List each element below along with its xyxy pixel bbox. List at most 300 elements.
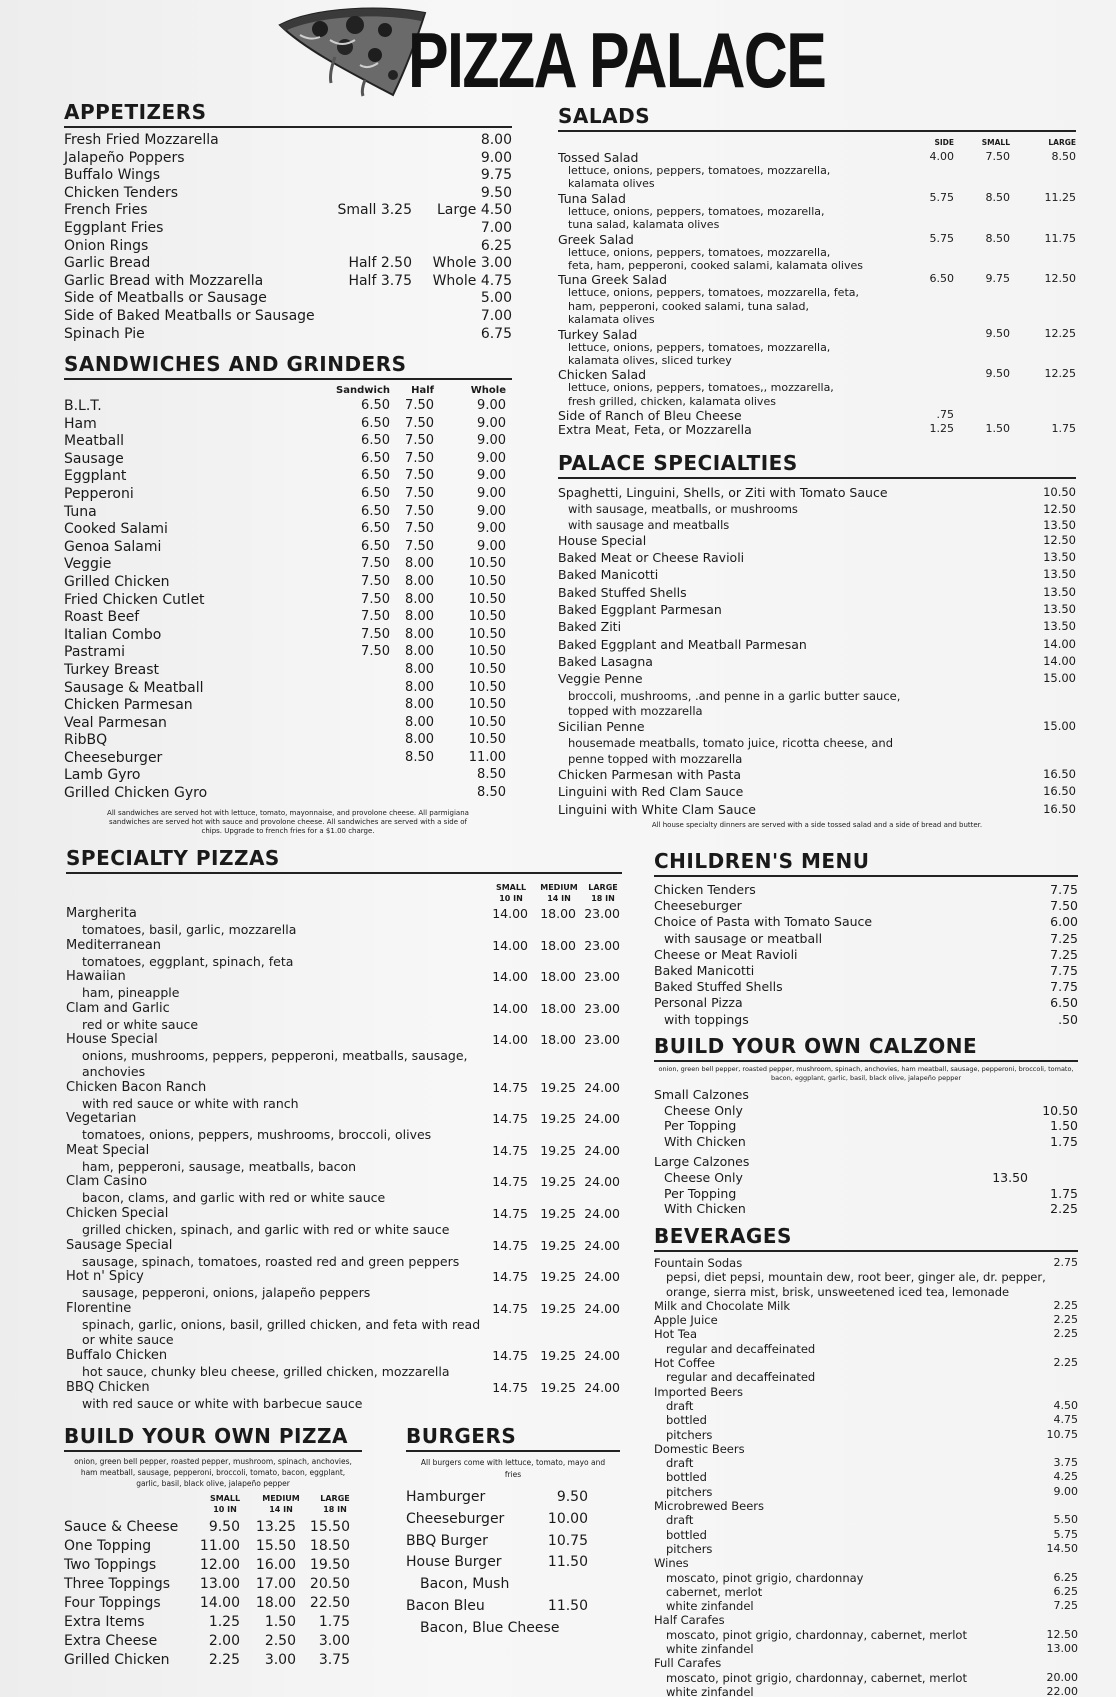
item-name: Cheese or Meat Ravioli <box>654 946 798 962</box>
item-name: Hot n' Spicy <box>66 1269 144 1285</box>
pizza-item <box>66 1380 622 1396</box>
item-price: 18.00 <box>540 1032 576 1048</box>
item-price: 6.25 <box>480 237 512 254</box>
item-price: 19.25 <box>540 1205 576 1221</box>
item-name: Side of Baked Meatballs or Sausage <box>64 307 315 324</box>
item-price: 6.50 <box>361 485 390 501</box>
children-item <box>654 963 1078 979</box>
beverage-item <box>654 1385 1078 1399</box>
burger-item <box>406 1598 620 1620</box>
item-price: 14.75 <box>492 1300 528 1316</box>
pizza-item <box>66 1143 622 1159</box>
build-pizza-item <box>64 1576 362 1595</box>
item-name: Grilled Chicken Gyro <box>64 785 208 802</box>
item-name: Chicken Parmesan with Pasta <box>558 767 742 783</box>
item-name: Veggie <box>64 556 112 573</box>
item-price: 3.75 <box>1053 1456 1078 1470</box>
item-name: Sausage Special <box>66 1237 173 1253</box>
item-price: 8.00 <box>405 556 434 572</box>
sandwich-item <box>64 662 512 680</box>
item-price: 3.75 <box>318 1652 350 1668</box>
item-price: 1.75 <box>318 1614 350 1630</box>
burger-item <box>406 1533 620 1555</box>
item-description: sausage, pepperoni, onions, jalapeño peppers <box>82 1285 371 1301</box>
item-price: 5.75 <box>929 231 954 245</box>
item-description: kalamata olives, sliced turkey <box>568 353 732 367</box>
beverage-item <box>654 1413 1078 1427</box>
item-name: Baked Manicotti <box>558 567 659 583</box>
item-price: 7.50 <box>405 468 434 484</box>
salad-item <box>558 191 1076 205</box>
size-name: SMALL <box>209 1494 241 1503</box>
item-description: grilled chicken, spinach, and garlic with red or white sauce <box>82 1221 450 1237</box>
burger-list <box>406 1489 620 1642</box>
item-name: Microbrewed Beers <box>654 1499 764 1514</box>
menu-item <box>64 273 512 291</box>
item-name: Extra Cheese <box>64 1633 158 1649</box>
item-name: Side of Meatballs or Sausage <box>64 290 267 307</box>
item-name: Extra Items <box>64 1614 145 1630</box>
pizza-item <box>66 1206 622 1222</box>
specialty-item <box>558 704 1076 719</box>
beverage-item <box>654 1599 1078 1613</box>
sandwich-item <box>64 680 512 698</box>
specialty-item <box>558 585 1076 602</box>
item-name: Clam Casino <box>66 1174 148 1190</box>
item-price: 4.00 <box>929 150 954 163</box>
item-price: 2.25 <box>1053 1313 1078 1327</box>
item-name: Linguini with White Clam Sauce <box>558 801 756 817</box>
salad-item <box>558 272 1076 286</box>
item-price: 7.25 <box>1053 1599 1078 1613</box>
item-name: BBQ Burger <box>406 1532 488 1549</box>
item-price: 1.50 <box>264 1614 296 1630</box>
item-name: Per Topping <box>664 1118 737 1134</box>
item-price: 9.00 <box>477 398 506 413</box>
menu-item <box>64 132 512 150</box>
beverages-section <box>654 1224 1078 1697</box>
item-price: 6.50 <box>929 272 954 286</box>
item-price: 5.50 <box>1053 1513 1078 1527</box>
item-description: red or white sauce <box>82 1016 199 1032</box>
beverage-item <box>654 1671 1078 1685</box>
item-price: 16.50 <box>1043 801 1076 816</box>
item-price: 9.00 <box>477 415 506 431</box>
item-description: fresh grilled, chicken, kalamata olives <box>568 394 776 408</box>
item-name: white zinfandel <box>666 1599 754 1614</box>
item-name: Fried Chicken Cutlet <box>64 591 205 608</box>
salad-item <box>558 232 1076 246</box>
item-name: Grilled Chicken <box>64 1652 170 1668</box>
item-price: 14.75 <box>492 1079 528 1095</box>
item-price: 7.50 <box>405 503 434 519</box>
item-name: Pastrami <box>64 644 126 661</box>
item-price: 15.50 <box>255 1538 296 1554</box>
item-price: .75 <box>936 408 954 422</box>
item-price: 7.50 <box>361 591 390 607</box>
calzone-item <box>654 1170 1078 1186</box>
sandwich-item <box>64 609 512 627</box>
item-description: lettuce, onions, peppers, tomatoes, mozzarella, <box>568 245 831 259</box>
item-price: 14.00 <box>492 1032 528 1048</box>
section-title: BURGERS <box>406 1424 620 1452</box>
item-price: 6.50 <box>361 415 390 431</box>
item-price: 16.00 <box>255 1557 296 1573</box>
item-price: 7.25 <box>1050 946 1078 962</box>
item-name: Garlic Bread with Mozzarella <box>64 272 264 289</box>
item-name: Cheeseburger <box>406 1510 505 1527</box>
item-price: 8.00 <box>405 573 434 589</box>
pizza-item <box>66 1174 622 1190</box>
burgers-section <box>406 1424 620 1642</box>
item-price: 12.25 <box>1044 326 1076 340</box>
specialty-item <box>558 752 1076 767</box>
item-price: 24.00 <box>584 1174 620 1190</box>
item-price: 10.75 <box>1046 1427 1078 1441</box>
children-item <box>654 995 1078 1011</box>
item-name: Baked Meat or Cheese Ravioli <box>558 550 745 566</box>
section-title: CHILDREN'S MENU <box>654 849 1078 877</box>
menu-item <box>64 308 512 326</box>
specialty-note: All house specialty dinners are served with a side tossed salad and a side of bread and butter. <box>651 820 983 829</box>
specialty-item <box>558 719 1076 736</box>
beverage-item <box>654 1370 1078 1384</box>
item-price: 17.00 <box>255 1576 296 1592</box>
specialty-item <box>558 485 1076 502</box>
item-price: 1.75 <box>1051 422 1076 436</box>
item-name: Sicilian Penne <box>558 719 645 735</box>
item-price: 8.50 <box>985 190 1010 204</box>
section-title: SALADS <box>558 104 1076 132</box>
item-price: 2.75 <box>1053 1256 1078 1269</box>
item-price: 18.50 <box>309 1538 350 1554</box>
item-name: Hamburger <box>406 1489 486 1505</box>
build-pizza-item <box>64 1595 362 1614</box>
beverage-item <box>654 1613 1078 1627</box>
item-name: regular and decaffeinated <box>666 1370 816 1385</box>
item-price: 20.50 <box>309 1576 350 1592</box>
sandwich-item <box>64 750 512 768</box>
item-price: 2.50 <box>264 1633 296 1649</box>
section-title: APPETIZERS <box>64 100 512 128</box>
burger-item <box>406 1620 620 1642</box>
item-price: 18.00 <box>540 1000 576 1016</box>
beverage-item <box>654 1470 1078 1484</box>
specialty-item <box>558 637 1076 654</box>
item-name: pitchers <box>666 1427 713 1442</box>
item-price: 19.25 <box>540 1111 576 1127</box>
column-headers <box>66 882 622 906</box>
item-name: Meat Special <box>66 1142 150 1158</box>
item-price: 9.50 <box>556 1489 588 1505</box>
item-price: 24.00 <box>584 1237 620 1253</box>
item-price: 8.00 <box>480 132 512 148</box>
item-name: Cheeseburger <box>64 749 163 766</box>
column-header: SMALL <box>981 138 1010 147</box>
item-price: 10.50 <box>468 573 506 589</box>
item-price: 11.50 <box>547 1597 588 1614</box>
item-price: 1.75 <box>1050 1133 1078 1149</box>
item-price: 5.75 <box>929 190 954 204</box>
section-title: BEVERAGES <box>654 1224 1078 1252</box>
item-name: Baked Manicotti <box>654 962 755 978</box>
item-price: 24.00 <box>584 1269 620 1285</box>
item-name: topped with mozzarella <box>568 703 703 718</box>
item-name: Linguini with Red Clam Sauce <box>558 784 744 800</box>
item-price: 4.75 <box>1053 1413 1078 1427</box>
column-header: Sandwich <box>336 385 390 396</box>
menu-item <box>64 185 512 203</box>
item-name: RibBQ <box>64 732 108 749</box>
item-price: 6.25 <box>1053 1570 1078 1584</box>
item-price: 24.00 <box>584 1347 620 1363</box>
column-headers <box>64 1493 362 1519</box>
burger-item <box>406 1511 620 1533</box>
item-description: onions, mushrooms, peppers, pepperoni, meatballs, sausage, <box>82 1048 468 1064</box>
item-price: 7.50 <box>361 573 390 589</box>
children-item <box>654 1012 1078 1028</box>
item-name: Bacon Bleu <box>406 1597 485 1614</box>
beverage-item <box>654 1299 1078 1313</box>
toppings-note: onion, green bell pepper, roasted pepper, mushroom, spinach, anchovies, ham meatball, sausage, pepperoni, broccoli, tomato, bacon, eggplant, garlic, basil, black olive, jalapeño pepper <box>74 1457 352 1488</box>
item-price: 10.50 <box>468 644 506 660</box>
item-name: regular and decaffeinated <box>666 1341 816 1356</box>
pizza-item <box>66 1301 622 1317</box>
item-name: orange, sierra mist, brisk, unsweetened iced tea, lemonade <box>666 1284 1010 1299</box>
beverage-item <box>654 1513 1078 1527</box>
item-name: Half Carafes <box>654 1613 725 1628</box>
item-description: anchovies <box>82 1063 146 1079</box>
item-name: Large Calzones <box>654 1154 750 1170</box>
item-price: 14.75 <box>492 1347 528 1363</box>
palace-specialties-section <box>558 451 1076 829</box>
item-price: 24.00 <box>584 1142 620 1158</box>
item-name: Apple Juice <box>654 1313 718 1328</box>
column-header: SIDE <box>934 138 954 147</box>
item-name: Sauce & Cheese <box>64 1519 179 1535</box>
item-price: 10.50 <box>468 732 506 748</box>
item-name: Lamb Gyro <box>64 767 141 784</box>
item-price: 10.50 <box>468 697 506 713</box>
salad-item <box>558 367 1076 381</box>
item-price: 7.50 <box>1050 898 1078 914</box>
pizza-item <box>66 1080 622 1096</box>
item-price: 9.00 <box>480 149 512 166</box>
salad-item <box>558 408 1076 422</box>
calzone-item <box>654 1154 1078 1170</box>
children-item <box>654 882 1078 898</box>
item-price: 6.50 <box>1050 995 1078 1011</box>
size-inches: 14 IN <box>547 894 571 903</box>
build-pizza-item <box>64 1652 362 1671</box>
item-price: 11.75 <box>1044 231 1076 245</box>
item-price: 7.50 <box>405 538 434 554</box>
build-your-own-calzone-section <box>654 1034 1078 1217</box>
build-pizza-item <box>64 1519 362 1538</box>
item-name: Jalapeño Poppers <box>64 149 185 166</box>
item-name: with sausage or meatball <box>664 930 823 946</box>
item-name: Milk and Chocolate Milk <box>654 1298 791 1313</box>
build-pizza-item <box>64 1557 362 1576</box>
children-item <box>654 914 1078 930</box>
item-name: Tuna <box>64 503 97 520</box>
item-name: moscato, pinot grigio, chardonnay <box>666 1570 864 1585</box>
item-price: 19.25 <box>540 1379 576 1395</box>
item-price: 9.75 <box>480 167 512 184</box>
item-price: 9.50 <box>208 1519 240 1535</box>
item-price: 10.50 <box>468 609 506 625</box>
item-description: lettuce, onions, peppers, tomatoes, mozzarella, feta, <box>568 286 859 300</box>
item-name: Turkey Salad <box>558 326 638 342</box>
specialty-item <box>558 784 1076 801</box>
item-name: Imported Beers <box>654 1384 743 1399</box>
item-name: Spinach Pie <box>64 325 145 342</box>
toppings-note: onion, green bell pepper, roasted pepper, mushroom, spinach, anchovies, ham meatball, sausage, pepperoni, broccoli, tomato, bacon, eggplant, garlic, basil, black olive, jalapeño pepper <box>658 1065 1074 1082</box>
item-name: House Special <box>558 532 647 548</box>
item-description: tomatoes, eggplant, spinach, feta <box>82 953 294 969</box>
item-price: 16.50 <box>1043 767 1076 782</box>
column-header <box>536 882 582 904</box>
item-price: 6.50 <box>361 503 390 519</box>
item-price: 10.50 <box>468 714 506 730</box>
burger-note: All burgers come with lettuce, tomato, mayo and fries <box>420 1458 606 1479</box>
item-name: Baked Stuffed Shells <box>558 584 687 600</box>
item-price: Whole 4.75 <box>432 272 512 289</box>
item-price: 14.00 <box>492 906 528 921</box>
item-price: 13.25 <box>255 1519 296 1535</box>
item-price: 7.50 <box>985 150 1010 163</box>
item-price: 10.50 <box>468 556 506 572</box>
item-price: 15.00 <box>1043 671 1076 686</box>
item-price: 13.00 <box>1046 1642 1078 1656</box>
item-description: lettuce, onions, peppers, tomatoes,, mozzarella, <box>568 381 834 395</box>
burger-item <box>406 1554 620 1576</box>
sandwiches-section <box>64 352 512 836</box>
beverage-item <box>654 1399 1078 1413</box>
item-price: 19.25 <box>540 1300 576 1316</box>
item-price: 18.00 <box>540 906 576 921</box>
beverage-list <box>654 1256 1078 1697</box>
column-header <box>580 882 626 904</box>
item-price: 24.00 <box>584 1111 620 1127</box>
specialty-item <box>558 533 1076 550</box>
children-item <box>654 931 1078 947</box>
salads-section <box>558 104 1076 436</box>
sandwich-item <box>64 556 512 574</box>
item-name: Side of Ranch of Bleu Cheese <box>558 408 742 424</box>
item-name: With Chicken <box>664 1133 746 1149</box>
item-price: 8.50 <box>1051 150 1076 163</box>
appetizer-list <box>64 132 512 343</box>
item-price: 7.50 <box>405 398 434 413</box>
item-price: 23.00 <box>584 1000 620 1016</box>
sandwich-item <box>64 644 512 662</box>
item-price: 6.50 <box>361 433 390 449</box>
item-name: broccoli, mushrooms, .and penne in a garlic butter sauce, <box>568 688 901 703</box>
item-description: kalamata olives <box>568 177 655 191</box>
item-name: One Topping <box>64 1538 152 1554</box>
item-name: Three Toppings <box>64 1576 171 1592</box>
item-name: Cooked Salami <box>64 521 168 538</box>
item-name: Baked Ziti <box>558 619 622 635</box>
sandwich-item <box>64 592 512 610</box>
item-name: Tuna Salad <box>558 190 626 206</box>
item-description: kalamata olives <box>568 313 655 327</box>
size-inches: 10 IN <box>213 1505 237 1514</box>
item-price: 10.50 <box>1043 485 1076 499</box>
item-price: 7.50 <box>405 433 434 449</box>
children-item <box>654 947 1078 963</box>
build-pizza-item <box>64 1538 362 1557</box>
item-price: Whole 3.00 <box>432 255 512 272</box>
beverage-item <box>654 1485 1078 1499</box>
item-name: With Chicken <box>664 1201 746 1217</box>
menu-item <box>64 326 512 344</box>
item-name: House Special <box>66 1032 158 1048</box>
item-name: Baked Lasagna <box>558 653 653 669</box>
item-name: Hot Coffee <box>654 1356 715 1371</box>
item-price: 6.50 <box>361 398 390 413</box>
item-price: 7.50 <box>361 644 390 660</box>
specialty-pizzas-section <box>66 846 622 1411</box>
item-price: 19.25 <box>540 1142 576 1158</box>
build-your-own-pizza-section <box>64 1424 362 1671</box>
beverage-item <box>654 1270 1078 1284</box>
item-price: 6.25 <box>1053 1584 1078 1598</box>
item-price: 22.00 <box>1046 1684 1078 1697</box>
item-price: 13.50 <box>992 1169 1028 1185</box>
item-price: 14.00 <box>492 1000 528 1016</box>
sandwich-item <box>64 539 512 557</box>
item-price: 6.50 <box>361 521 390 537</box>
beverage-item <box>654 1428 1078 1442</box>
calzone-item <box>654 1103 1078 1119</box>
item-price: 8.00 <box>405 609 434 625</box>
item-price: 8.50 <box>405 749 434 765</box>
item-price: 12.50 <box>1043 532 1076 547</box>
column-header <box>202 1493 248 1515</box>
item-price: 8.00 <box>405 644 434 660</box>
specialty-item <box>558 550 1076 567</box>
beverage-item <box>654 1642 1078 1656</box>
item-name: Mediterranean <box>66 937 162 953</box>
item-price: 14.50 <box>1046 1541 1078 1555</box>
item-name: Florentine <box>66 1300 132 1316</box>
item-price: 8.00 <box>405 679 434 695</box>
specialty-item <box>558 518 1076 533</box>
item-name: Vegetarian <box>66 1111 137 1127</box>
item-price: 9.50 <box>480 184 512 201</box>
column-headers <box>558 138 1076 150</box>
item-description: tomatoes, basil, garlic, mozzarella <box>82 922 297 937</box>
burger-item <box>406 1576 620 1598</box>
item-price: 7.75 <box>1050 979 1078 995</box>
item-price: 2.25 <box>1050 1201 1078 1217</box>
pizza-item <box>66 1348 622 1364</box>
item-price: 9.50 <box>985 326 1010 340</box>
item-price: 7.50 <box>361 609 390 625</box>
item-price: 6.00 <box>1050 914 1078 930</box>
item-price: 13.50 <box>1043 584 1076 599</box>
item-price: 8.00 <box>405 732 434 748</box>
item-price: 6.50 <box>361 450 390 466</box>
section-title: SANDWICHES AND GRINDERS <box>64 352 512 380</box>
item-name: Baked Eggplant and Meatball Parmesan <box>558 636 807 652</box>
item-option: Half 2.50 <box>348 255 412 272</box>
item-name: Cheeseburger <box>654 898 742 914</box>
item-name: draft <box>666 1456 694 1471</box>
item-price: 19.50 <box>309 1557 350 1573</box>
